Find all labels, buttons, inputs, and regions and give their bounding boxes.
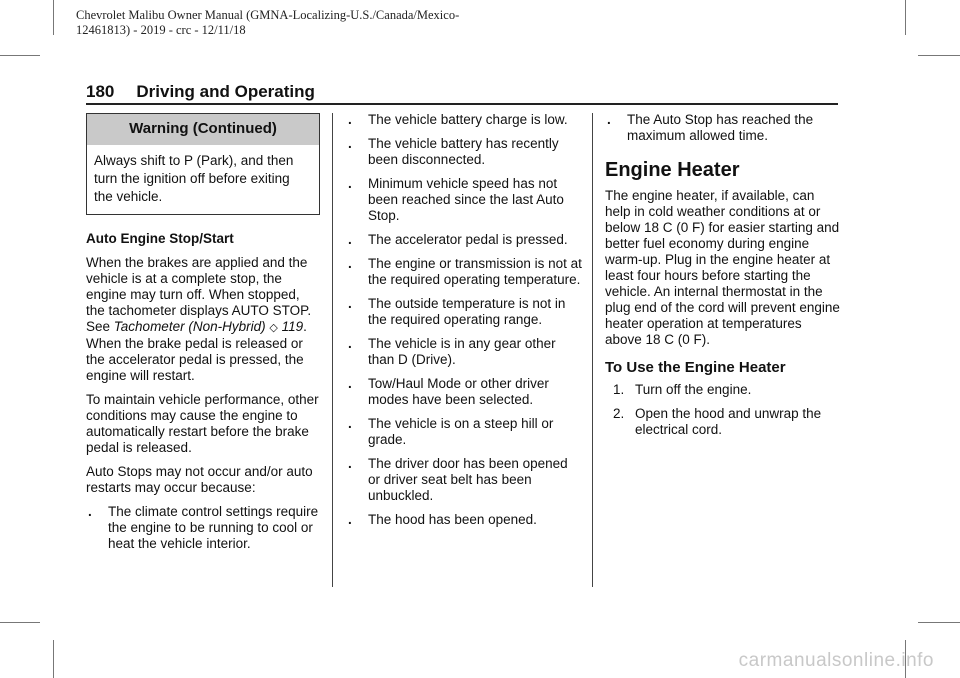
list-item: [346, 376, 582, 408]
list-item-text: Tow/Haul Mode or other driver modes have been selected.: [368, 376, 549, 407]
bullet-marker: .: [348, 136, 352, 151]
column-3: [605, 112, 841, 446]
crop-mark: [0, 55, 40, 56]
bullet-list: [346, 112, 582, 528]
warning-box: [86, 113, 320, 215]
column-divider: [592, 113, 593, 587]
bullet-marker: .: [607, 112, 611, 127]
tachometer-link[interactable]: Tachometer (Non-Hybrid): [113, 319, 266, 334]
step-text: Turn off the engine.: [635, 382, 752, 397]
list-item: [346, 336, 582, 368]
print-header-line-2: 12461813) - 2019 - crc - 12/11/18: [76, 23, 246, 37]
paragraph-text: When the brakes are applied and the vehicle is at a complete stop, the engine may turn off. When stopped, the tachometer displays AUTO STOP. See: [86, 255, 312, 334]
warning-title: Warning (Continued): [87, 114, 319, 145]
list-item-text: The Auto Stop has reached the maximum allowed time.: [627, 112, 814, 143]
section-name: Driving and Operating: [136, 82, 315, 101]
list-item: [346, 296, 582, 328]
bullet-marker: .: [88, 504, 92, 519]
list-item-text: The vehicle is on a steep hill or grade.: [368, 416, 554, 447]
list-item-text: The vehicle is in any gear other than D (Drive).: [368, 336, 556, 367]
list-item: [346, 232, 582, 248]
column-1: [86, 110, 322, 560]
list-item-text: The driver door has been opened or driver seat belt has been unbuckled.: [368, 456, 568, 503]
auto-stop-paragraph: [86, 255, 322, 384]
list-item: [346, 416, 582, 448]
crop-mark: [53, 640, 54, 678]
bullet-marker: .: [348, 512, 352, 527]
crop-mark: [905, 0, 906, 35]
bullet-list: [605, 112, 841, 144]
step-number: 1.: [613, 382, 625, 397]
bullet-marker: .: [348, 176, 352, 191]
list-item-text: The vehicle battery has recently been disconnected.: [368, 136, 559, 167]
list-item: [346, 136, 582, 168]
list-item: [346, 256, 582, 288]
step-item: [605, 406, 841, 438]
list-item: [346, 176, 582, 224]
header-rule: [86, 103, 838, 105]
step-number: 2.: [613, 406, 625, 421]
print-header-line-1: Chevrolet Malibu Owner Manual (GMNA-Localizing-U.S./Canada/Mexico-: [76, 8, 460, 22]
list-item-text: The outside temperature is not in the required operating range.: [368, 296, 566, 327]
bullet-list: [86, 504, 322, 552]
running-head: [86, 82, 315, 102]
bullet-marker: .: [348, 376, 352, 391]
bullet-marker: .: [348, 256, 352, 271]
list-item-text: Minimum vehicle speed has not been reached since the last Auto Stop.: [368, 176, 564, 223]
paragraph: Auto Stops may not occur and/or auto restarts may occur because:: [86, 464, 313, 495]
bullet-marker: .: [348, 296, 352, 311]
bullet-marker: .: [348, 456, 352, 471]
list-item-text: The climate control settings require the engine to be running to cool or heat the vehicle interior.: [108, 504, 319, 551]
bullet-marker: .: [348, 336, 352, 351]
warning-text: Always shift to P (Park), and then turn the ignition off before exiting the vehicle.: [94, 153, 294, 204]
paragraph: To maintain vehicle performance, other conditions may cause the engine to automatically restart before the brake pedal is released.: [86, 392, 319, 455]
engine-heater-paragraph: The engine heater, if available, can help in cold weather conditions at or below 18 C (0 F) for easier starting and better fuel economy during engine warm-up. Plug in the engine heater at least four hours before starting the vehicle. An internal thermostat in the plug end of the cord will prevent engine heater operation at temperatures above 18 C (0 F).: [605, 188, 840, 347]
list-item-text: The accelerator pedal is pressed.: [368, 232, 568, 247]
page-ref-number[interactable]: 119: [281, 319, 304, 334]
auto-stop-subhead: Auto Engine Stop/Start: [86, 231, 234, 246]
paragraph-text: . When the brake pedal is released or the accelerator pedal is pressed, the engine will restart.: [86, 319, 307, 383]
steps-list: [605, 382, 841, 438]
list-item-text: The hood has been opened.: [368, 512, 537, 527]
bullet-marker: .: [348, 232, 352, 247]
crop-mark: [53, 0, 54, 35]
crop-mark: [918, 55, 960, 56]
column-2: [346, 112, 582, 536]
list-item: [86, 504, 322, 552]
list-item-text: The vehicle battery charge is low.: [368, 112, 568, 127]
bullet-marker: .: [348, 416, 352, 431]
print-header: [76, 8, 636, 38]
use-engine-heater-title: To Use the Engine Heater: [605, 359, 786, 376]
list-item: [346, 512, 582, 528]
engine-heater-title: Engine Heater: [605, 159, 740, 181]
list-item: [605, 112, 841, 144]
crop-mark: [0, 622, 40, 623]
crop-mark: [918, 622, 960, 623]
list-item-text: The engine or transmission is not at the required operating temperature.: [368, 256, 582, 287]
list-item: [346, 456, 582, 504]
step-text: Open the hood and unwrap the electrical cord.: [635, 406, 822, 437]
page-ref-icon: ◇: [269, 322, 278, 334]
list-item: [346, 112, 582, 128]
column-divider: [332, 113, 333, 587]
step-item: [605, 382, 841, 398]
page-number: 180: [86, 82, 115, 101]
watermark: carmanualsonline.info: [738, 650, 934, 671]
bullet-marker: .: [348, 112, 352, 127]
